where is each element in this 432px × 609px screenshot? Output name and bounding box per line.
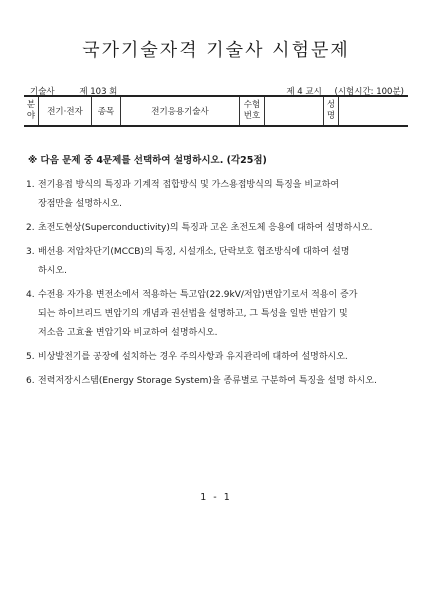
question-1	[26, 176, 410, 214]
question-number: 2.	[26, 223, 35, 233]
exam-header-table	[24, 95, 408, 127]
question-6	[26, 372, 410, 391]
field-label: 분야	[24, 96, 39, 126]
question-number: 4.	[26, 290, 35, 300]
question-text: 비상발전기를 공장에 설치하는 경우 주의사항과 유지관리에 대하여 설명하시오.	[38, 352, 348, 362]
question-text-cont: 장점만을 설명하시오.	[38, 199, 122, 209]
exam-round: 제 103 회	[79, 87, 118, 97]
page-number: 1 - 1	[200, 492, 232, 503]
question-4	[26, 286, 410, 343]
question-number: 1.	[26, 180, 35, 190]
exam-no-value	[265, 96, 324, 126]
item-value: 전기응용기술사	[121, 96, 240, 126]
question-2	[26, 219, 410, 238]
question-text-cont: 되는 하이브리드 변압기의 개념과 권선법을 설명하고, 그 특성을 일반 변압기 및	[38, 309, 348, 319]
exam-no-label: 수험번호	[240, 96, 265, 126]
question-text: 수전용 자가용 변전소에서 적용하는 특고압(22.9kV/저압)변압기로서 적용이 증가	[38, 290, 358, 300]
question-number: 3.	[26, 247, 35, 257]
instruction: ※ 다음 문제 중 4문제를 선택하여 설명하시오. (각25점)	[28, 155, 267, 166]
question-number: 5.	[26, 352, 35, 362]
question-text-cont: 하시오.	[38, 266, 67, 276]
exam-session: 제 4 교시	[286, 87, 322, 97]
question-text: 배선용 저압차단기(MCCB)의 특징, 시설개소, 단락보호 협조방식에 대하여 설명	[38, 247, 350, 257]
exam-category: 기술사	[30, 87, 55, 97]
exam-time: (시험시간: 100분)	[334, 87, 404, 97]
question-text: 초전도현상(Superconductivity)의 특징과 고온 초전도체 응용에 대하여 설명하시오.	[38, 223, 373, 233]
question-list	[26, 176, 410, 396]
exam-title: 국가기술자격 기술사 시험문제	[82, 40, 350, 61]
question-5	[26, 348, 410, 367]
question-3	[26, 243, 410, 281]
question-text: 전기용접 방식의 특징과 기계적 접합방식 및 가스용접방식의 특징을 비교하여	[38, 180, 340, 190]
question-text: 전력저장시스템(Energy Storage System)을 종류별로 구분하여 특징을 설명 하시오.	[38, 376, 377, 386]
field-value: 전기·전자	[39, 96, 92, 126]
question-number: 6.	[26, 376, 35, 386]
question-text-cont: 저소음 고효율 변압기와 비교하여 설명하시오.	[38, 328, 218, 338]
name-label: 성명	[324, 96, 339, 126]
item-label: 종목	[92, 96, 121, 126]
name-value	[339, 96, 409, 126]
